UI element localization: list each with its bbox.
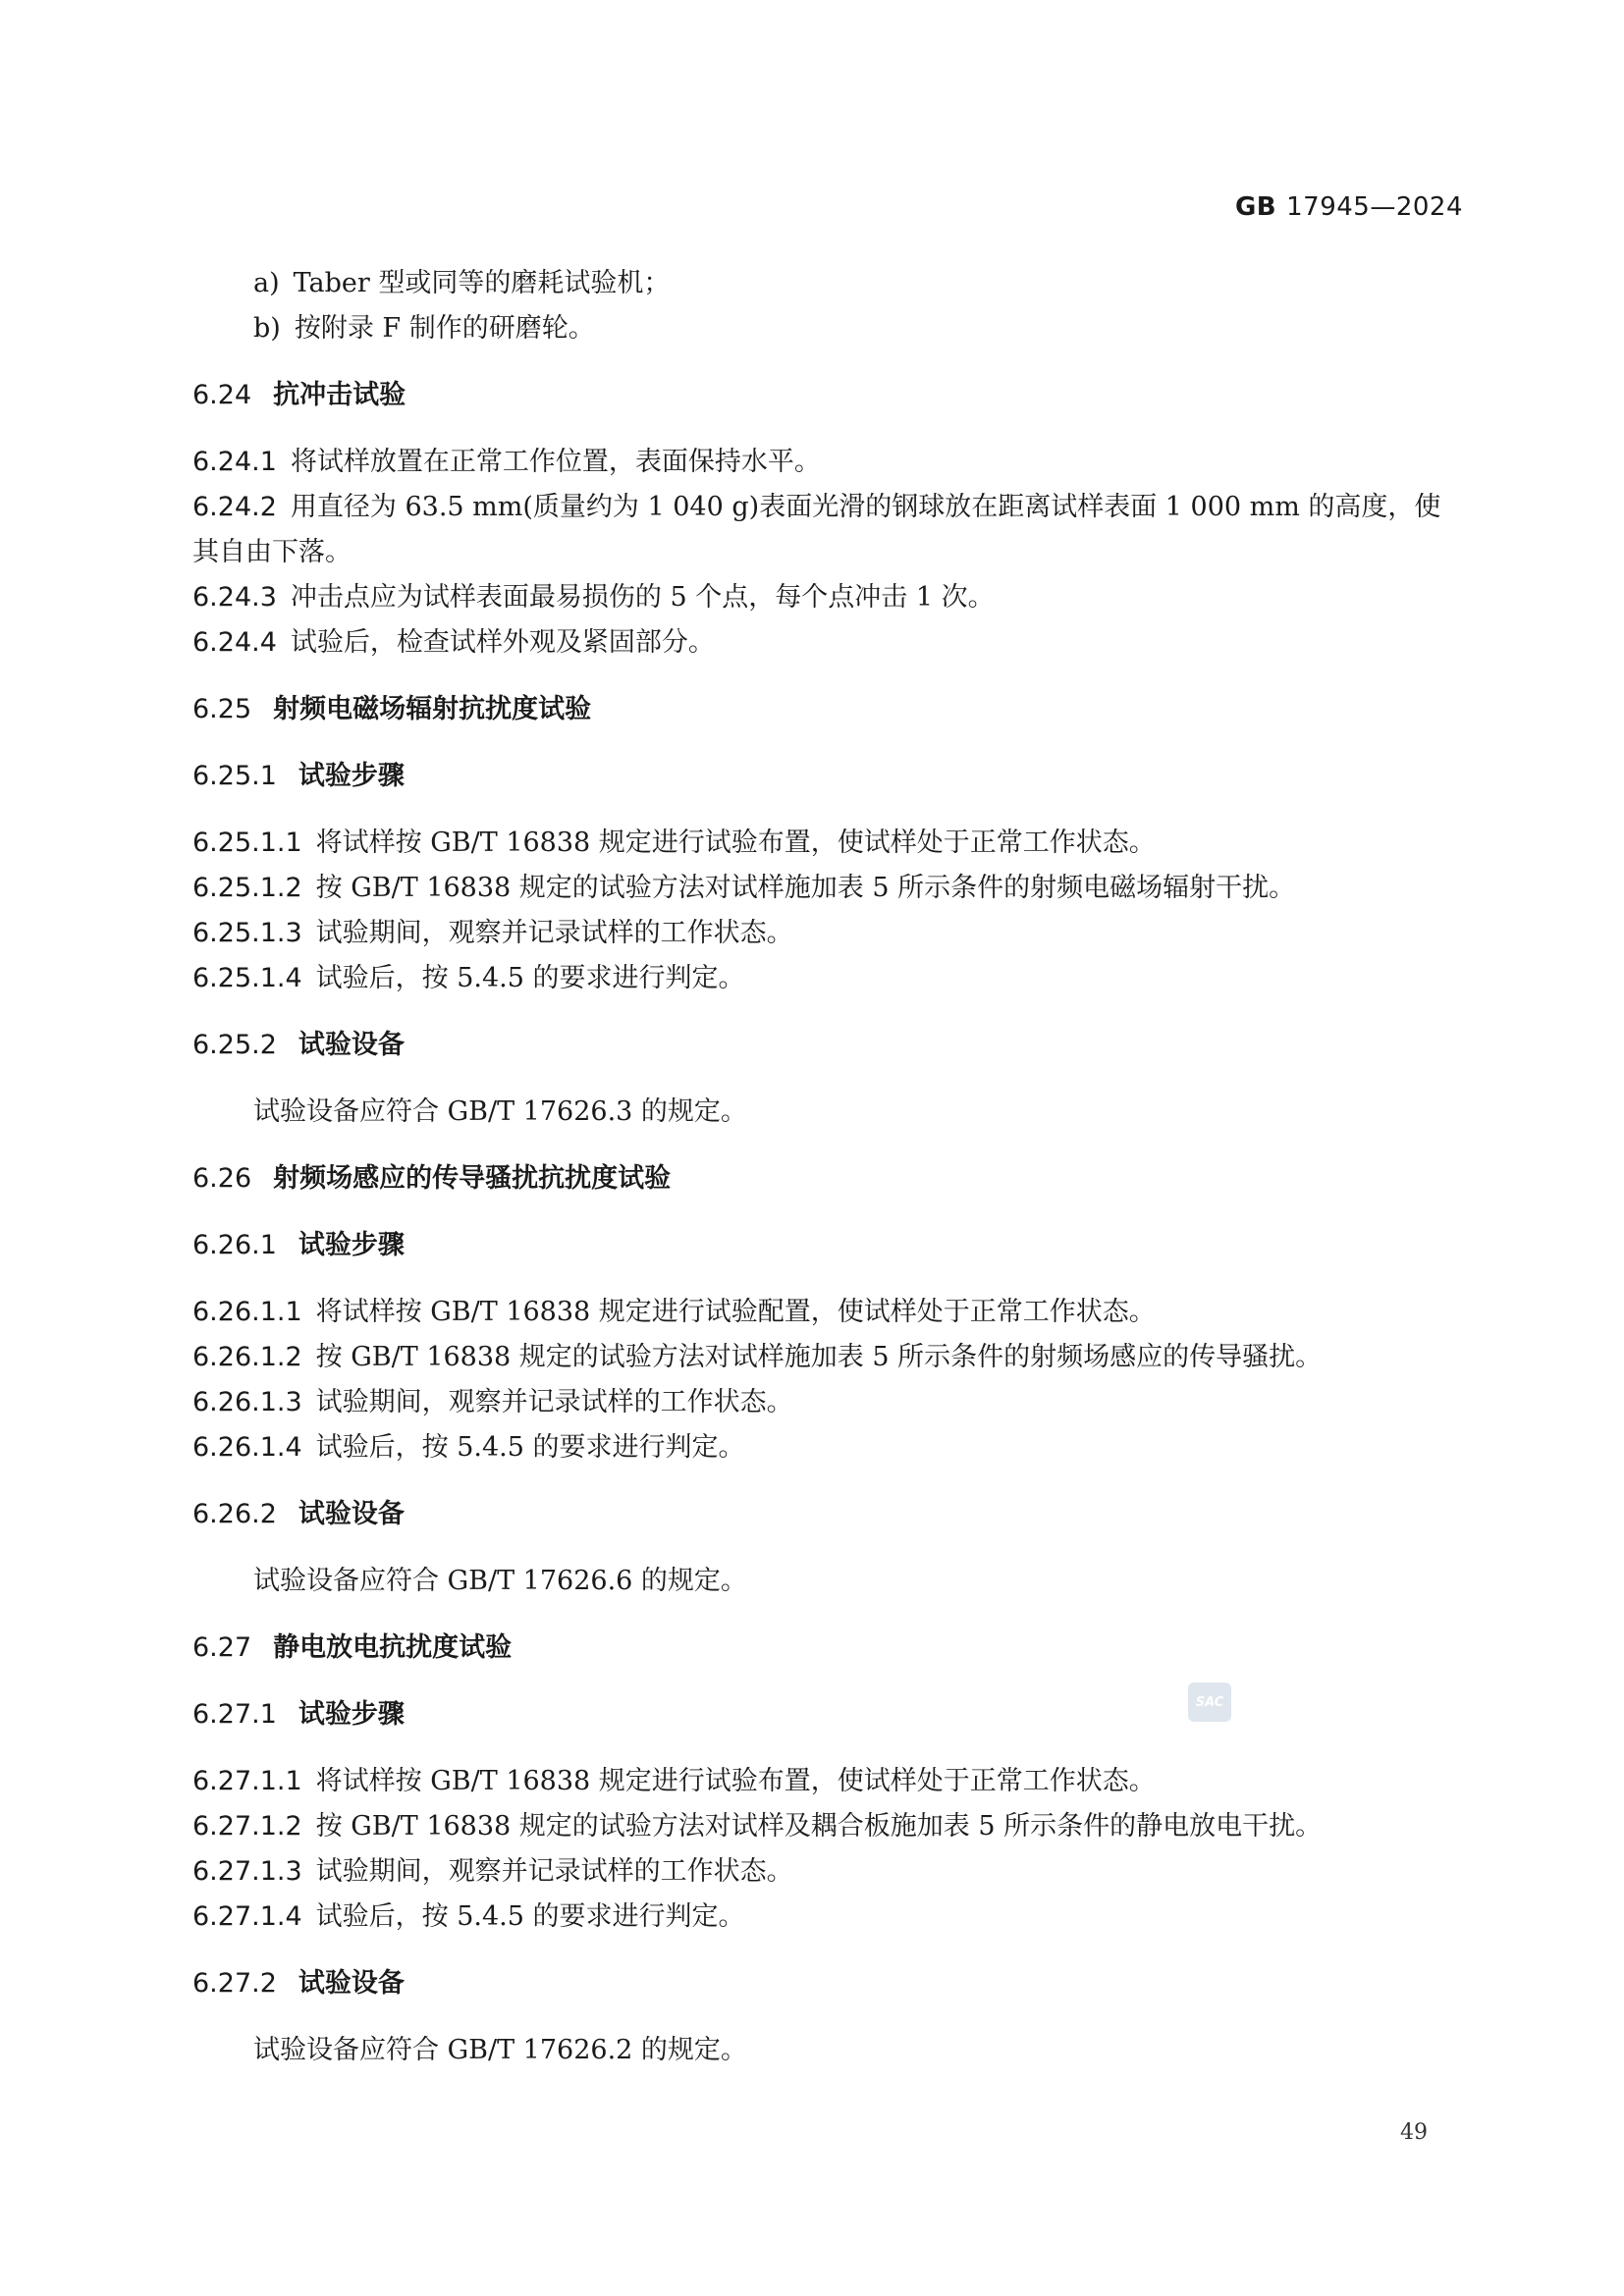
section-number: 6.24 — [192, 380, 252, 410]
clause-text: 试验期间，观察并记录试样的工作状态。 — [315, 1387, 793, 1417]
subsection-title: 试验设备 — [298, 1499, 405, 1529]
clause-6-26-1-1 — [192, 1290, 1463, 1335]
clause-number: 6.24.1 — [192, 447, 277, 477]
subsection-number: 6.26.2 — [192, 1499, 277, 1529]
equipment-text-6-26: 试验设备应符合 GB/T 17626.6 的规定。 — [253, 1566, 747, 1596]
document-body — [192, 261, 1463, 2073]
subsection-title: 试验设备 — [298, 1968, 405, 1999]
section-title: 抗冲击试验 — [273, 380, 406, 410]
clause-number: 6.27.1.4 — [192, 1901, 302, 1932]
clause-number: 6.24.4 — [192, 627, 277, 658]
section-title: 射频场感应的传导骚扰抗扰度试验 — [273, 1163, 672, 1194]
clause-text: 试验期间，观察并记录试样的工作状态。 — [315, 1856, 793, 1887]
list-item-a — [192, 261, 1463, 306]
subsection-heading-6-27-1 — [192, 1692, 1463, 1737]
subsection-title: 试验步骤 — [298, 1699, 405, 1730]
equipment-text-6-27: 试验设备应符合 GB/T 17626.2 的规定。 — [253, 2035, 747, 2065]
clause-6-25-1-4 — [192, 956, 1463, 1001]
section-title: 射频电磁场辐射抗扰度试验 — [273, 694, 592, 724]
clause-6-27-1-1 — [192, 1759, 1463, 1804]
clause-6-24-2 — [192, 485, 1463, 530]
clause-6-27-1-2 — [192, 1804, 1463, 1849]
clause-text: 按 GB/T 16838 规定的试验方法对试样及耦合板施加表 5 所示条件的静电放电干扰。 — [315, 1811, 1323, 1842]
clause-6-26-1-3 — [192, 1380, 1463, 1425]
clause-text: 按 GB/T 16838 规定的试验方法对试样施加表 5 所示条件的射频电磁场辐射干扰。 — [315, 873, 1296, 903]
clause-6-27-1-4 — [192, 1895, 1463, 1940]
clause-number: 6.27.1.2 — [192, 1811, 302, 1842]
clause-6-24-1 — [192, 440, 1463, 485]
list-text: 按附录 F 制作的研磨轮。 — [294, 313, 595, 344]
section-title: 静电放电抗扰度试验 — [273, 1632, 513, 1663]
list-label: b) — [253, 313, 281, 344]
subsection-number: 6.27.1 — [192, 1699, 277, 1730]
clause-text: 按 GB/T 16838 规定的试验方法对试样施加表 5 所示条件的射频场感应的传导骚扰。 — [315, 1342, 1323, 1372]
subsection-heading-6-27-2 — [192, 1961, 1463, 2006]
clause-6-25-1-1 — [192, 821, 1463, 866]
section-number: 6.25 — [192, 694, 252, 724]
section-heading-6-24 — [192, 373, 1463, 418]
clause-6-25-1-2 — [192, 866, 1463, 911]
clause-number: 6.27.1.1 — [192, 1766, 302, 1796]
list-item-b — [192, 306, 1463, 351]
clause-number: 6.25.1.2 — [192, 873, 302, 903]
section-heading-6-25 — [192, 687, 1463, 732]
subsection-heading-6-25-1 — [192, 754, 1463, 799]
subsection-number: 6.27.2 — [192, 1968, 277, 1999]
list-label: a) — [253, 268, 280, 298]
clause-text: 试验后，检查试样外观及紧固部分。 — [290, 627, 715, 658]
equipment-text-6-25: 试验设备应符合 GB/T 17626.3 的规定。 — [253, 1096, 747, 1127]
page-number: 49 — [1400, 2120, 1428, 2145]
clause-text: 试验后，按 5.4.5 的要求进行判定。 — [315, 963, 745, 993]
subsection-title: 试验步骤 — [298, 761, 405, 791]
clause-6-26-1-4 — [192, 1425, 1463, 1470]
subsection-heading-6-26-1 — [192, 1223, 1463, 1268]
section-heading-6-26 — [192, 1156, 1463, 1201]
clause-text: 试验期间，观察并记录试样的工作状态。 — [315, 918, 793, 948]
clause-text: 将试样按 GB/T 16838 规定进行试验布置，使试样处于正常工作状态。 — [315, 828, 1156, 858]
section-number: 6.26 — [192, 1163, 252, 1194]
clause-6-24-2-continuation: 其自由下落。 — [192, 537, 352, 567]
subsection-title: 试验步骤 — [298, 1230, 405, 1260]
standard-prefix: GB — [1234, 192, 1277, 222]
subsection-title: 试验设备 — [298, 1030, 405, 1060]
clause-number: 6.26.1.4 — [192, 1432, 302, 1463]
clause-number: 6.26.1.3 — [192, 1387, 302, 1417]
clause-number: 6.25.1.1 — [192, 828, 302, 858]
section-heading-6-27 — [192, 1626, 1463, 1671]
subsection-number: 6.26.1 — [192, 1230, 277, 1260]
list-text: Taber 型或同等的磨耗试验机； — [293, 268, 671, 298]
clause-number: 6.24.3 — [192, 582, 277, 613]
clause-6-26-1-2 — [192, 1335, 1463, 1380]
clause-6-24-3 — [192, 575, 1463, 620]
document-header — [1235, 192, 1463, 222]
clause-6-24-4 — [192, 620, 1463, 666]
clause-number: 6.26.1.2 — [192, 1342, 302, 1372]
sac-watermark-logo: SAC — [1188, 1682, 1231, 1722]
clause-text: 冲击点应为试样表面最易损伤的 5 个点，每个点冲击 1 次。 — [290, 582, 995, 613]
clause-6-25-1-3 — [192, 911, 1463, 956]
clause-number: 6.25.1.4 — [192, 963, 302, 993]
subsection-number: 6.25.1 — [192, 761, 277, 791]
subsection-heading-6-26-2 — [192, 1492, 1463, 1537]
clause-6-27-1-3 — [192, 1849, 1463, 1895]
subsection-heading-6-25-2 — [192, 1023, 1463, 1068]
clause-number: 6.25.1.3 — [192, 918, 302, 948]
clause-text: 试验后，按 5.4.5 的要求进行判定。 — [315, 1432, 745, 1463]
clause-number: 6.24.2 — [192, 492, 277, 522]
subsection-number: 6.25.2 — [192, 1030, 277, 1060]
clause-text: 将试样按 GB/T 16838 规定进行试验配置，使试样处于正常工作状态。 — [315, 1297, 1156, 1327]
clause-text: 将试样按 GB/T 16838 规定进行试验布置，使试样处于正常工作状态。 — [315, 1766, 1156, 1796]
clause-text: 将试样放置在正常工作位置，表面保持水平。 — [290, 447, 821, 477]
section-number: 6.27 — [192, 1632, 252, 1663]
clause-number: 6.26.1.1 — [192, 1297, 302, 1327]
clause-number: 6.27.1.3 — [192, 1856, 302, 1887]
clause-text: 试验后，按 5.4.5 的要求进行判定。 — [315, 1901, 745, 1932]
clause-text: 用直径为 63.5 mm(质量约为 1 040 g)表面光滑的钢球放在距离试样表面 1 000 mm 的高度，使 — [290, 492, 1441, 522]
standard-number: 17945—2024 — [1286, 192, 1463, 222]
